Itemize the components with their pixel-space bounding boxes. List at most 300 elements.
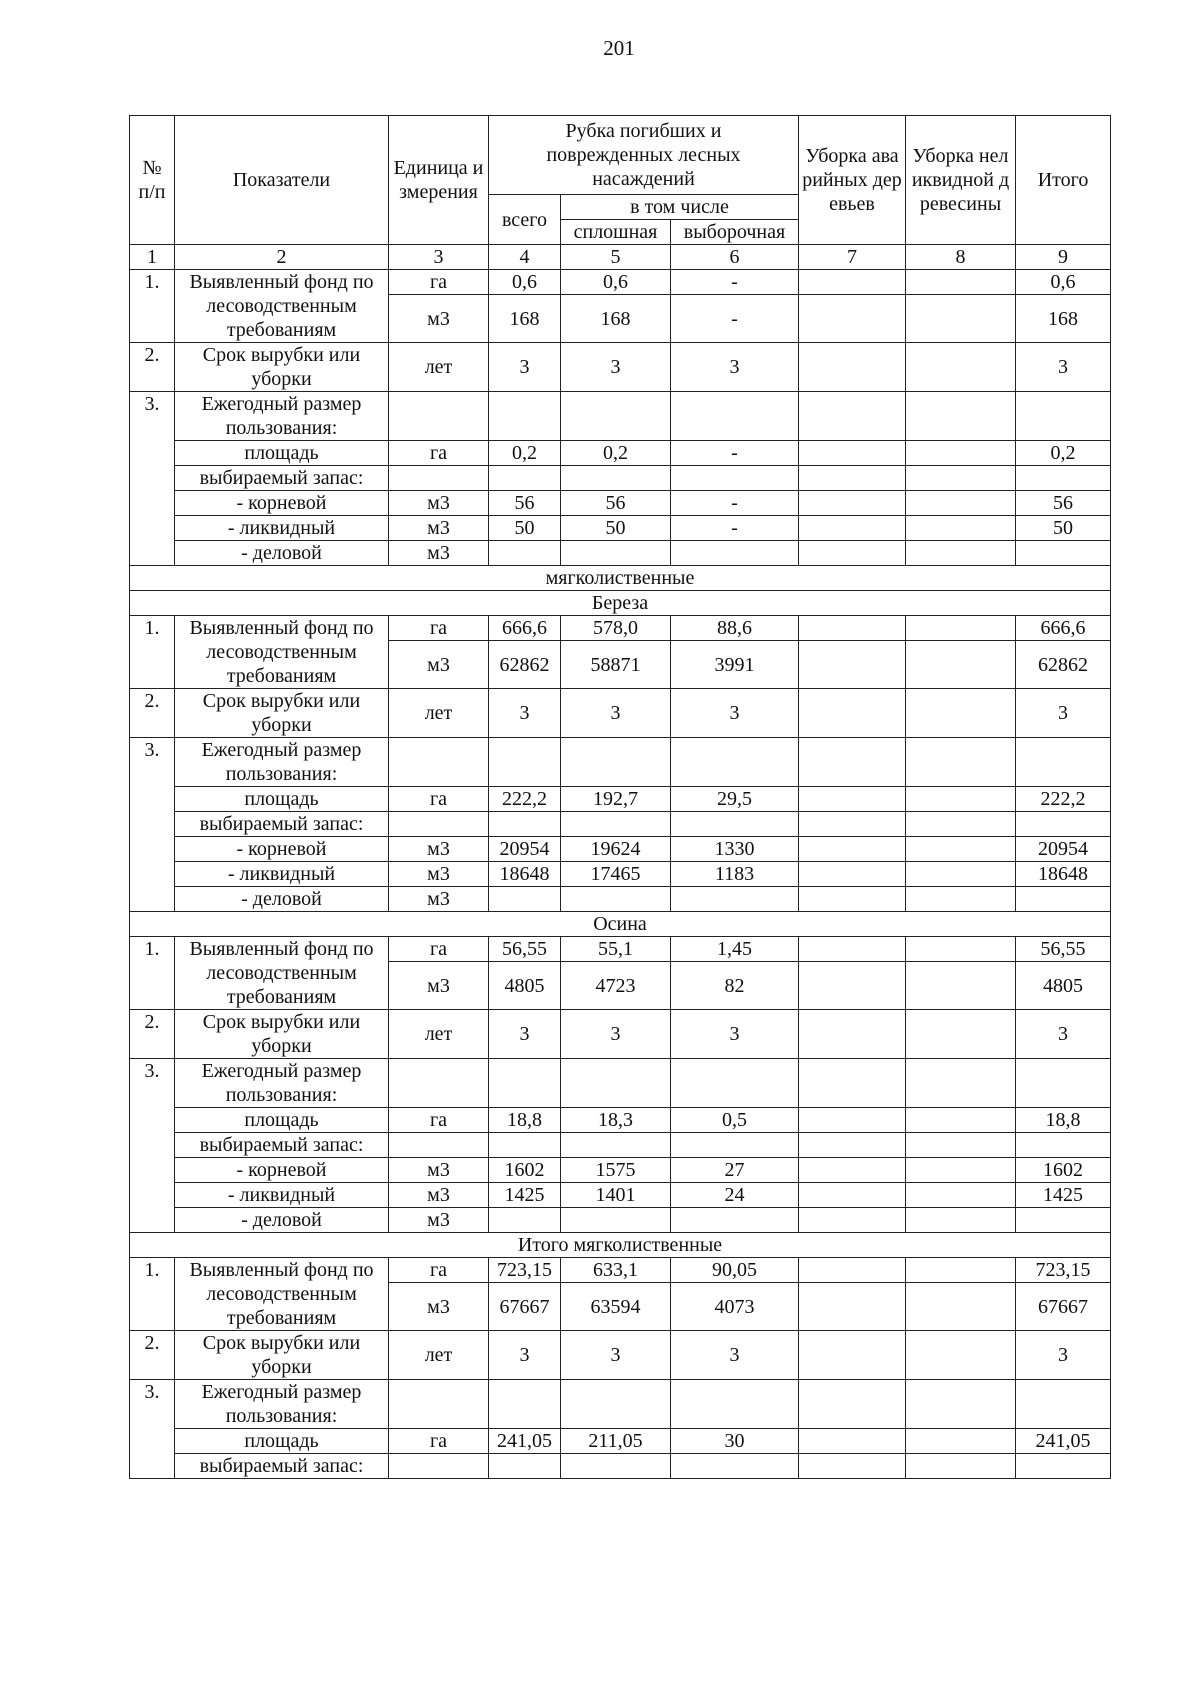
value-cell (799, 812, 906, 837)
empty-cell (799, 1380, 906, 1429)
empty-cell (389, 1380, 489, 1429)
value-cell (799, 466, 906, 491)
value-cell (671, 1208, 799, 1233)
empty-cell (489, 1380, 561, 1429)
empty-cell (489, 392, 561, 441)
value-cell (799, 1258, 906, 1283)
value-cell (671, 812, 799, 837)
value-cell (906, 1454, 1016, 1479)
table-body (130, 270, 1111, 1479)
annual-subrow (130, 787, 1111, 812)
unit-cell: м3 (389, 1208, 489, 1233)
value-cell (1016, 1133, 1111, 1158)
section-row (130, 1233, 1111, 1258)
unit-cell: лет (389, 689, 489, 738)
annual-subrow (130, 516, 1111, 541)
unit-cell: га (389, 616, 489, 641)
value-cell (489, 466, 561, 491)
empty-cell (799, 1059, 906, 1108)
value-cell (799, 962, 906, 1010)
value-cell: 1575 (561, 1158, 671, 1183)
value-cell (906, 1183, 1016, 1208)
value-cell (561, 1133, 671, 1158)
value-cell: 18,8 (489, 1108, 561, 1133)
row-number: 2. (130, 1010, 175, 1059)
sub-indicator-label: выбираемый запас: (175, 812, 389, 837)
value-cell: 0,5 (671, 1108, 799, 1133)
value-cell: 56 (561, 491, 671, 516)
value-cell (799, 1108, 906, 1133)
empty-cell (906, 1059, 1016, 1108)
column-number: 1 (130, 245, 175, 270)
value-cell: 222,2 (489, 787, 561, 812)
fund-row (130, 270, 1111, 295)
value-cell (1016, 1454, 1111, 1479)
value-cell: 90,05 (671, 1258, 799, 1283)
value-cell: 3 (671, 343, 799, 392)
sub-indicator-label: - ликвидный (175, 862, 389, 887)
value-cell: 18648 (1016, 862, 1111, 887)
value-cell: 50 (1016, 516, 1111, 541)
value-cell (906, 1108, 1016, 1133)
value-cell: - (671, 270, 799, 295)
unit-cell: га (389, 1429, 489, 1454)
value-cell: 3 (561, 1331, 671, 1380)
row-number: 1. (130, 616, 175, 689)
indicator-label: Выявленный фонд по лесоводственным требованиям (175, 616, 389, 689)
sub-indicator-label: - ликвидный (175, 1183, 389, 1208)
unit-cell: м3 (389, 962, 489, 1010)
value-cell (799, 616, 906, 641)
annual-subrow (130, 1454, 1111, 1479)
annual-row (130, 738, 1111, 787)
value-cell (799, 689, 906, 738)
value-cell (561, 466, 671, 491)
value-cell: 18648 (489, 862, 561, 887)
section-title: мягколиственные (130, 566, 1111, 591)
column-number: 8 (906, 245, 1016, 270)
value-cell (489, 1208, 561, 1233)
sub-indicator-label: выбираемый запас: (175, 1454, 389, 1479)
value-cell (799, 1454, 906, 1479)
header-total: Итого (1016, 116, 1111, 245)
value-cell: 63594 (561, 1283, 671, 1331)
annual-subrow (130, 541, 1111, 566)
value-cell: 62862 (489, 641, 561, 689)
value-cell (799, 937, 906, 962)
fund-row (130, 1258, 1111, 1283)
indicator-label: Выявленный фонд по лесоводственным требованиям (175, 937, 389, 1010)
value-cell (906, 616, 1016, 641)
table-header (130, 116, 1111, 270)
indicator-label: Выявленный фонд по лесоводственным требованиям (175, 270, 389, 343)
header-solid: сплошная (561, 220, 671, 245)
value-cell: 578,0 (561, 616, 671, 641)
value-cell: 168 (489, 295, 561, 343)
value-cell (906, 1331, 1016, 1380)
value-cell: 62862 (1016, 641, 1111, 689)
value-cell (906, 1429, 1016, 1454)
value-cell (799, 1183, 906, 1208)
value-cell (799, 295, 906, 343)
value-cell (489, 541, 561, 566)
value-cell: 4073 (671, 1283, 799, 1331)
value-cell (561, 1454, 671, 1479)
unit-cell: м3 (389, 295, 489, 343)
unit-cell: га (389, 937, 489, 962)
page-number: 201 (603, 36, 635, 60)
value-cell (906, 441, 1016, 466)
term-row (130, 689, 1111, 738)
value-cell: 56 (489, 491, 561, 516)
empty-cell (1016, 1059, 1111, 1108)
indicator-label: Срок вырубки или уборки (175, 1331, 389, 1380)
annual-subrow (130, 466, 1111, 491)
forest-use-table (129, 115, 1111, 1479)
unit-cell: м3 (389, 641, 489, 689)
sub-indicator-label: площадь (175, 1429, 389, 1454)
value-cell: 211,05 (561, 1429, 671, 1454)
empty-cell (561, 1059, 671, 1108)
value-cell (799, 1429, 906, 1454)
empty-cell (671, 1059, 799, 1108)
value-cell (799, 1331, 906, 1380)
value-cell: 3 (671, 1331, 799, 1380)
value-cell (906, 541, 1016, 566)
sub-indicator-label: - деловой (175, 541, 389, 566)
row-number: 3. (130, 738, 175, 912)
empty-cell (799, 738, 906, 787)
value-cell (906, 1208, 1016, 1233)
sub-indicator-label: площадь (175, 787, 389, 812)
value-cell: 241,05 (1016, 1429, 1111, 1454)
value-cell: 67667 (489, 1283, 561, 1331)
section-title: Итого мягколиственные (130, 1233, 1111, 1258)
value-cell: 1425 (1016, 1183, 1111, 1208)
empty-cell (561, 1380, 671, 1429)
value-cell: 3 (1016, 343, 1111, 392)
value-cell (1016, 887, 1111, 912)
annual-row (130, 1059, 1111, 1108)
value-cell: 0,2 (561, 441, 671, 466)
annual-subrow (130, 862, 1111, 887)
value-cell: 18,3 (561, 1108, 671, 1133)
unit-cell: га (389, 787, 489, 812)
indicator-label: Ежегодный размер пользования: (175, 738, 389, 787)
sub-indicator-label: площадь (175, 441, 389, 466)
unit-cell (389, 812, 489, 837)
value-cell: 192,7 (561, 787, 671, 812)
value-cell: 3 (489, 1331, 561, 1380)
value-cell: 3 (1016, 1010, 1111, 1059)
sub-indicator-label: выбираемый запас: (175, 1133, 389, 1158)
value-cell (906, 516, 1016, 541)
annual-subrow (130, 887, 1111, 912)
sub-indicator-label: - корневой (175, 491, 389, 516)
column-number: 7 (799, 245, 906, 270)
value-cell: 19624 (561, 837, 671, 862)
column-number: 3 (389, 245, 489, 270)
unit-cell: м3 (389, 1283, 489, 1331)
value-cell: 24 (671, 1183, 799, 1208)
value-cell: 18,8 (1016, 1108, 1111, 1133)
section-title: Береза (130, 591, 1111, 616)
value-cell (906, 1258, 1016, 1283)
sub-indicator-label: - корневой (175, 837, 389, 862)
value-cell (906, 641, 1016, 689)
row-number: 3. (130, 392, 175, 566)
value-cell (906, 962, 1016, 1010)
annual-subrow (130, 441, 1111, 466)
value-cell (799, 516, 906, 541)
unit-cell: м3 (389, 541, 489, 566)
value-cell (799, 1133, 906, 1158)
value-cell (906, 887, 1016, 912)
value-cell (671, 466, 799, 491)
unit-cell (389, 1454, 489, 1479)
unit-cell: м3 (389, 837, 489, 862)
unit-cell: м3 (389, 516, 489, 541)
value-cell (906, 812, 1016, 837)
value-cell: 3 (561, 343, 671, 392)
unit-cell: лет (389, 1010, 489, 1059)
column-number: 4 (489, 245, 561, 270)
value-cell (906, 787, 1016, 812)
annual-subrow (130, 1158, 1111, 1183)
value-cell: 1602 (1016, 1158, 1111, 1183)
value-cell: 4805 (489, 962, 561, 1010)
sub-indicator-label: - корневой (175, 1158, 389, 1183)
sub-indicator-label: - деловой (175, 1208, 389, 1233)
value-cell: 168 (561, 295, 671, 343)
value-cell: 1,45 (671, 937, 799, 962)
empty-cell (671, 738, 799, 787)
value-cell: - (671, 441, 799, 466)
header-indicators: Показатели (175, 116, 389, 245)
row-number: 1. (130, 937, 175, 1010)
indicator-label: Ежегодный размер пользования: (175, 1380, 389, 1429)
value-cell: 3 (1016, 689, 1111, 738)
empty-cell (671, 1380, 799, 1429)
unit-cell: м3 (389, 491, 489, 516)
value-cell (1016, 466, 1111, 491)
sub-indicator-label: - деловой (175, 887, 389, 912)
row-number: 3. (130, 1059, 175, 1233)
value-cell: 1401 (561, 1183, 671, 1208)
value-cell: 55,1 (561, 937, 671, 962)
value-cell (799, 1208, 906, 1233)
value-cell: - (671, 516, 799, 541)
empty-cell (799, 392, 906, 441)
unit-cell: м3 (389, 887, 489, 912)
section-row (130, 912, 1111, 937)
value-cell: 20954 (1016, 837, 1111, 862)
value-cell (906, 270, 1016, 295)
value-cell: 20954 (489, 837, 561, 862)
value-cell (671, 1454, 799, 1479)
header-number-row (130, 245, 1111, 270)
header-selective: выборочная (671, 220, 799, 245)
value-cell (906, 689, 1016, 738)
term-row (130, 343, 1111, 392)
annual-subrow (130, 812, 1111, 837)
value-cell (906, 466, 1016, 491)
unit-cell (389, 1133, 489, 1158)
value-cell: 4805 (1016, 962, 1111, 1010)
empty-cell (671, 392, 799, 441)
value-cell: - (671, 295, 799, 343)
value-cell (561, 812, 671, 837)
value-cell: 3 (489, 1010, 561, 1059)
section-row (130, 566, 1111, 591)
value-cell (799, 541, 906, 566)
value-cell (799, 887, 906, 912)
value-cell (906, 1158, 1016, 1183)
unit-cell: га (389, 270, 489, 295)
value-cell: 3991 (671, 641, 799, 689)
header-including: в том числе (561, 195, 799, 220)
value-cell: 0,6 (489, 270, 561, 295)
value-cell (1016, 541, 1111, 566)
value-cell: 50 (561, 516, 671, 541)
unit-cell (389, 466, 489, 491)
empty-cell (389, 738, 489, 787)
header-illiquid-wood: Уборка неликвидной древесины (906, 116, 1016, 245)
value-cell (799, 1283, 906, 1331)
value-cell: 50 (489, 516, 561, 541)
unit-cell: м3 (389, 1158, 489, 1183)
indicator-label: Срок вырубки или уборки (175, 1010, 389, 1059)
value-cell (799, 787, 906, 812)
value-cell (489, 812, 561, 837)
value-cell: 3 (1016, 1331, 1111, 1380)
annual-subrow (130, 837, 1111, 862)
value-cell: 0,2 (489, 441, 561, 466)
value-cell (799, 343, 906, 392)
value-cell: 222,2 (1016, 787, 1111, 812)
indicator-label: Ежегодный размер пользования: (175, 392, 389, 441)
value-cell (906, 343, 1016, 392)
row-number: 2. (130, 689, 175, 738)
empty-cell (906, 738, 1016, 787)
value-cell (906, 862, 1016, 887)
value-cell: 3 (671, 689, 799, 738)
value-cell: 3 (671, 1010, 799, 1059)
term-row (130, 1010, 1111, 1059)
indicator-label: Срок вырубки или уборки (175, 343, 389, 392)
empty-cell (1016, 1380, 1111, 1429)
value-cell: 29,5 (671, 787, 799, 812)
value-cell (561, 1208, 671, 1233)
value-cell (799, 1158, 906, 1183)
annual-row (130, 1380, 1111, 1429)
value-cell (799, 862, 906, 887)
value-cell (1016, 812, 1111, 837)
value-cell: 633,1 (561, 1258, 671, 1283)
fund-row (130, 616, 1111, 641)
value-cell (906, 295, 1016, 343)
annual-subrow (130, 491, 1111, 516)
unit-cell: га (389, 1258, 489, 1283)
value-cell: 27 (671, 1158, 799, 1183)
empty-cell (561, 392, 671, 441)
header-felling-group: Рубка погибших и поврежденных лесных насаждений (489, 116, 799, 195)
fund-row (130, 937, 1111, 962)
empty-cell (1016, 738, 1111, 787)
empty-cell (1016, 392, 1111, 441)
unit-cell: га (389, 441, 489, 466)
sub-indicator-label: выбираемый запас: (175, 466, 389, 491)
value-cell: 1602 (489, 1158, 561, 1183)
value-cell: 168 (1016, 295, 1111, 343)
row-number: 2. (130, 1331, 175, 1380)
empty-cell (489, 738, 561, 787)
value-cell: 56,55 (489, 937, 561, 962)
annual-subrow (130, 1183, 1111, 1208)
header-emergency-trees: Уборка аварийных деревьев (799, 116, 906, 245)
empty-cell (389, 392, 489, 441)
value-cell: 0,6 (561, 270, 671, 295)
row-number: 2. (130, 343, 175, 392)
value-cell: 30 (671, 1429, 799, 1454)
empty-cell (389, 1059, 489, 1108)
section-row (130, 591, 1111, 616)
header-number: № п/п (130, 116, 175, 245)
value-cell (799, 641, 906, 689)
value-cell (489, 887, 561, 912)
value-cell: 241,05 (489, 1429, 561, 1454)
value-cell: 67667 (1016, 1283, 1111, 1331)
value-cell: 88,6 (671, 616, 799, 641)
value-cell: 723,15 (489, 1258, 561, 1283)
value-cell (561, 541, 671, 566)
value-cell (799, 491, 906, 516)
value-cell (799, 1010, 906, 1059)
column-number: 5 (561, 245, 671, 270)
value-cell: 1183 (671, 862, 799, 887)
header-all: всего (489, 195, 561, 245)
value-cell (489, 1454, 561, 1479)
value-cell (799, 441, 906, 466)
indicator-label: Выявленный фонд по лесоводственным требованиям (175, 1258, 389, 1331)
value-cell (561, 887, 671, 912)
annual-subrow (130, 1429, 1111, 1454)
value-cell (799, 270, 906, 295)
sub-indicator-label: площадь (175, 1108, 389, 1133)
row-number: 1. (130, 270, 175, 343)
value-cell: 56 (1016, 491, 1111, 516)
value-cell: 666,6 (1016, 616, 1111, 641)
section-title: Осина (130, 912, 1111, 937)
value-cell: 3 (489, 343, 561, 392)
unit-cell: га (389, 1108, 489, 1133)
value-cell: 1425 (489, 1183, 561, 1208)
value-cell: 58871 (561, 641, 671, 689)
value-cell (799, 837, 906, 862)
value-cell: 3 (489, 689, 561, 738)
value-cell: 3 (561, 689, 671, 738)
value-cell (906, 837, 1016, 862)
indicator-label: Срок вырубки или уборки (175, 689, 389, 738)
value-cell (906, 1133, 1016, 1158)
value-cell: 4723 (561, 962, 671, 1010)
value-cell: 56,55 (1016, 937, 1111, 962)
value-cell: 82 (671, 962, 799, 1010)
empty-cell (561, 738, 671, 787)
sub-indicator-label: - ликвидный (175, 516, 389, 541)
value-cell (671, 541, 799, 566)
value-cell (671, 887, 799, 912)
